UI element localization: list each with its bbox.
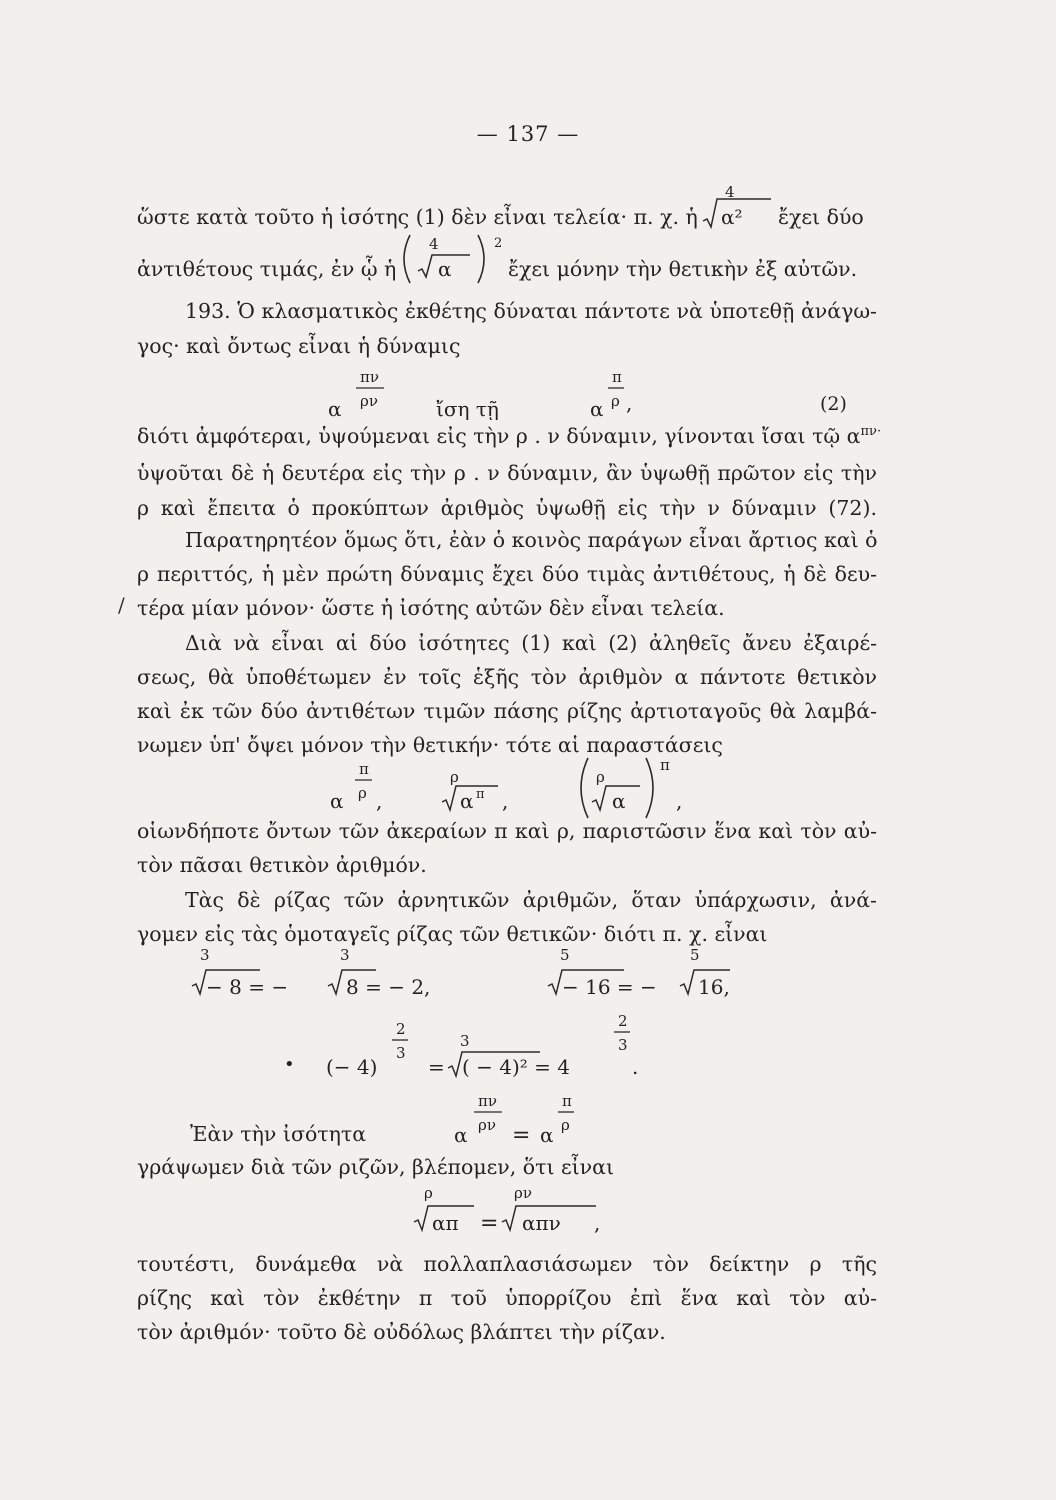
outer-exp: π: [660, 756, 670, 774]
root-index-2: ρν: [514, 1184, 532, 1202]
root-index: 4: [725, 183, 735, 201]
para-193-line-4: ὑψοῦται δὲ ἡ δευτέρα εἰς τὴν ρ . ν δύναμιν, ἂν ὑψωθῇ πρῶτον εἰς τὴν: [137, 461, 877, 485]
base-alpha: α: [328, 397, 342, 421]
final-line-1-start: Ἐὰν τὴν ἰσότητα: [190, 1122, 367, 1146]
intro-line-1-text: ὥστε κατὰ τοῦτο ἡ ἰσότης (1) δὲν εἶναι τελεία· π. χ. ἡ: [137, 205, 698, 229]
positive-line-4: νωμεν ὑπ' ὄψει μόνον τὴν θετικήν· τότε αἱ παραστάσεις: [137, 733, 723, 757]
eq-c-radicand: ( − 4)² = 4: [462, 1055, 571, 1079]
note-line-2: ρ περιττός, ἡ μὲν πρώτη δύναμις ἔχει δύο τιμὰς ἀντιθέτους, ἡ δὲ δευ-: [137, 562, 877, 586]
negative-line-2: γομεν εἰς τὰς ὁμοταγεῖς ρίζας τῶν θετικῶν· διότι π. χ. εἶναι: [137, 922, 768, 946]
index-3b: 3: [340, 946, 350, 964]
exp-pinu: πν·: [860, 424, 882, 440]
period: .: [632, 1055, 639, 1079]
positive-line-5: οἱωνδήποτε ὄντων τῶν ἀκεραίων π καὶ ρ, παριστῶσιν ἕνα καὶ τὸν αὐ-: [137, 819, 877, 843]
exp-denominator-2: ρ: [611, 392, 620, 410]
fourth-root-alpha-sq: [701, 183, 771, 233]
equal-phrase: ἴση τῇ: [436, 397, 499, 421]
para-193-line-3: [137, 424, 881, 448]
exp-numerator: π: [359, 760, 369, 778]
root-index: 4: [429, 235, 439, 253]
exp-denominator: ρ: [358, 784, 367, 802]
right-paren: [646, 758, 653, 818]
final-line-4: ρίζης καὶ τὸν ἐκθέτην π τοῦ ὑπορρίζου ἐπὶ ἕνα καὶ τὸν αὐ-: [137, 1286, 877, 1310]
final-line-5: τὸν ἀριθμόν· τοῦτο δὲ οὐδόλως βλάπτει τὴν ρίζαν.: [137, 1320, 666, 1344]
comma-1: ,: [376, 789, 383, 813]
root-index: ρ: [424, 1184, 433, 1202]
equivalent-expressions: [320, 752, 720, 822]
root-index: ρ: [450, 768, 459, 786]
root-index-3: 3: [460, 1032, 470, 1050]
paren-fourth-root-squared: [398, 233, 506, 285]
note-line-3: τέρα μίαν μόνον· ὥστε ἡ ἰσότης αὐτῶν δὲν εἶναι τελεία.: [137, 596, 725, 620]
radicand-2: απν: [522, 1211, 561, 1235]
negative-line-1: Τὰς δὲ ρίζας τῶν ἀρνητικῶν ἀριθμῶν, ὅταν ὑπάρχωσιν, ἀνά-: [185, 888, 877, 912]
comma: ,: [594, 1211, 601, 1235]
page-number: — 137 —: [476, 122, 580, 146]
base-alpha-2: α: [540, 1123, 554, 1147]
comma: ,: [626, 391, 633, 415]
intro-line-1-end: ἔχει δύο: [778, 205, 864, 229]
frac-num-1: 2: [396, 1020, 406, 1038]
equals: =: [512, 1123, 531, 1148]
positive-line-6: τὸν πᾶσαι θετικὸν ἀριθμόν.: [137, 853, 427, 877]
positive-line-2: σεως, θὰ ὑποθέτωμεν ἐν τοῖς ἑξῆς τὸν ἀριθμὸν α πάντοτε θετικὸν: [137, 665, 877, 689]
exp-numerator: πν: [360, 368, 379, 386]
fractional-exponent-equation: [280, 1010, 680, 1090]
equation-number: (2): [820, 393, 847, 415]
equals-1: =: [428, 1055, 445, 1079]
comma-2: ,: [502, 789, 509, 813]
intro-line-1: [137, 205, 698, 229]
eq-b-mid: 16,: [698, 975, 730, 999]
para-193-line-5: ρ καὶ ἔπειτα ὁ προκύπτων ἀριθμὸς ὑψωθῇ εἰς τὴν ν δύναμιν (72).: [137, 496, 877, 520]
para-193-line-1: 193. Ὁ κλασματικὸς ἐκθέτης δύναται πάντοτε νὰ ὑποτεθῇ ἀνάγω-: [185, 299, 877, 323]
radicand: α: [438, 257, 452, 281]
root-index-2: ρ: [596, 768, 605, 786]
exp-numerator: πν: [478, 1092, 497, 1110]
frac-num-2: 2: [618, 1012, 628, 1030]
base-alpha: α: [454, 1123, 468, 1147]
exp-denominator: ρν: [360, 392, 378, 410]
comma-3: ,: [676, 789, 683, 813]
right-paren: [478, 235, 484, 283]
exp-numerator-2: π: [612, 368, 622, 386]
para-193-line-2: γος· καὶ ὄντως εἶναι ἡ δύναμις: [137, 334, 461, 358]
base-alpha-2: α: [590, 397, 604, 421]
positive-line-1: Διὰ νὰ εἶναι αἱ δύο ἰσότητες (1) καὶ (2) ἀληθεῖς ἄνευ ἐξαιρέ-: [185, 631, 877, 655]
negative-root-equations: [190, 942, 790, 1002]
radicand-exp: π: [476, 787, 485, 802]
final-line-3: τουτέστι, δυνάμεθα νὰ πολλαπλασιάσωμεν τὸν δείκτην ρ τῆς: [137, 1252, 877, 1276]
exp-numerator-2: π: [562, 1092, 572, 1110]
final-line-2: γράψωμεν διὰ τῶν ριζῶν, βλέπομεν, ὅτι εἶναι: [137, 1155, 615, 1179]
equals: =: [480, 1211, 499, 1236]
margin-mark: /: [118, 593, 125, 617]
left-paren: [404, 235, 410, 283]
exp-denominator: ρν: [478, 1116, 496, 1134]
radicand: απ: [432, 1211, 459, 1235]
equation-2: [320, 360, 880, 430]
exponent: 2: [494, 236, 503, 251]
radicand-alpha: α: [460, 789, 474, 813]
positive-line-3: καὶ ἐκ τῶν δύο ἀντιθέτων τιμῶν πάσης ρίζης ἀρτιοταγοῦς θὰ λαμβά-: [137, 699, 877, 723]
dot-mark: •: [284, 1054, 295, 1075]
para-193-line-3-text: διότι ἀμφότεραι, ὑψούμεναι εἰς τὴν ρ . ν δύναμιν, γίνονται ἴσαι τῷ α: [137, 424, 861, 448]
eq-a-left: − 8 = −: [206, 975, 289, 999]
eq-b-left: − 16 = −: [562, 975, 657, 999]
index-5b: 5: [690, 946, 700, 964]
final-equation: [450, 1088, 600, 1158]
intro-line-2-start: ἀντιθέτους τιμάς, ἐν ᾧ ἡ: [137, 257, 397, 281]
intro-line-2-end: ἔχει μόνην τὴν θετικὴν ἐξ αὐτῶν.: [508, 257, 858, 281]
exp-denominator-2: ρ: [561, 1116, 570, 1134]
index-3a: 3: [200, 946, 210, 964]
eq-a-mid: 8 = − 2,: [346, 975, 431, 999]
base-alpha: α: [330, 789, 344, 813]
frac-den-1: 3: [396, 1044, 406, 1062]
index-5a: 5: [560, 946, 570, 964]
radicand-alpha-2: α: [612, 789, 626, 813]
radicand: α²: [721, 205, 743, 229]
frac-den-2: 3: [618, 1036, 628, 1054]
note-line-1: Παρατηρητέον ὅμως ὅτι, ἐὰν ὁ κοινὸς παράγων εἶναι ἄρτιος καὶ ὁ: [185, 528, 878, 552]
eq-c-base: (− 4): [326, 1055, 378, 1079]
root-identity: [410, 1180, 630, 1240]
left-paren: [581, 758, 588, 818]
